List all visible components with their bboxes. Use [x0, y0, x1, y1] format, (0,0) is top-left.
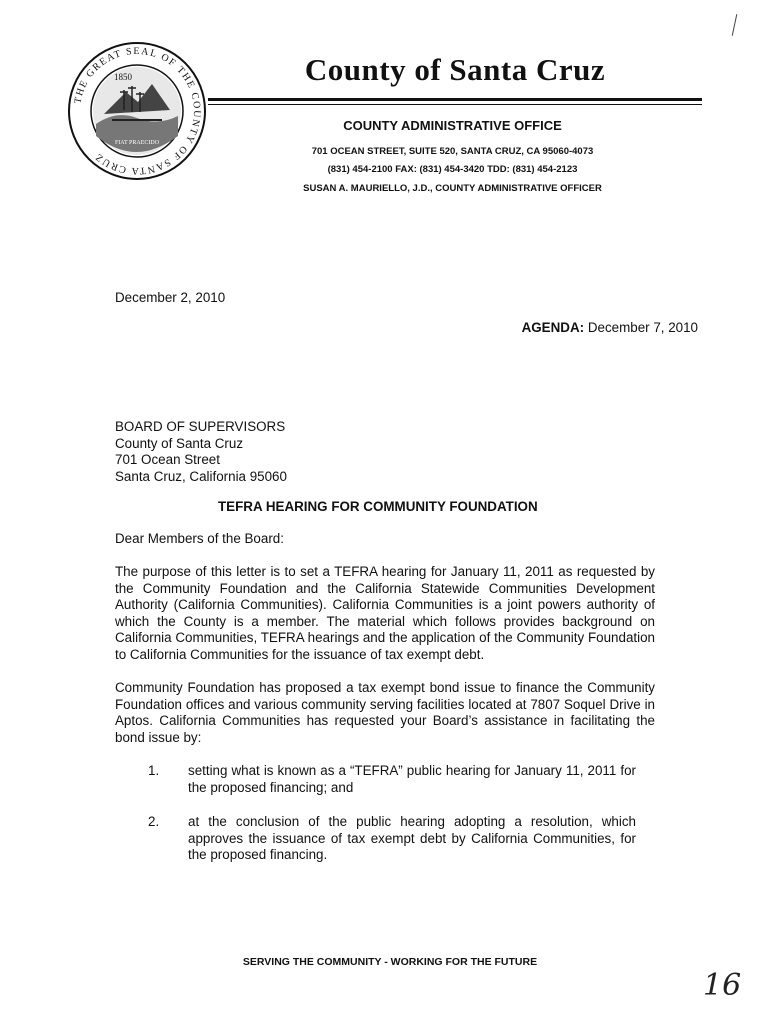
footer-motto: SERVING THE COMMUNITY - WORKING FOR THE FUTURE	[242, 956, 538, 968]
header-rule-thick	[208, 98, 702, 101]
office-name: COUNTY ADMINISTRATIVE OFFICE	[343, 118, 562, 133]
addressee-line: 701 Ocean Street	[115, 452, 220, 467]
agenda-date: December 7, 2010	[587, 320, 698, 335]
seal-motto: FIAT PRAECIDO	[114, 140, 160, 146]
addressee-line: BOARD OF SUPERVISORS	[115, 419, 286, 434]
office-phone-fax: (831) 454-2100 FAX: (831) 454-3420 TDD: (831) 454-2123	[327, 164, 578, 175]
agenda-label: AGENDA:	[521, 320, 585, 335]
county-seal-logo	[66, 40, 208, 182]
office-address: 701 OCEAN STREET, SUITE 520, SANTA CRUZ, CA 95060-4073	[311, 146, 594, 157]
addressee-block	[115, 419, 287, 485]
salutation: Dear Members of the Board:	[115, 531, 284, 546]
letter-date: December 2, 2010	[115, 290, 226, 305]
administrative-officer: SUSAN A. MAURIELLO, J.D., COUNTY ADMINISTRATIVE OFFICER	[303, 183, 602, 194]
seal-ring-text: THE GREAT SEAL OF THE COUNTY OF SANTA CRUZ	[72, 45, 203, 177]
subject-heading: TEFRA HEARING FOR COMMUNITY FOUNDATION	[218, 499, 538, 514]
agenda-line	[522, 320, 698, 337]
paragraph-purpose: The purpose of this letter is to set a TEFRA hearing for January 11, 2011 as requested by the Community Foundation and the California Statewide Communities Development Authority (California Communities). California Communities is a joint powers authority of which the County is a member. The material which follows provides background on California Communities, TEFRA hearings and the application of the Community Foundation to California Communities for the issuance of tax exempt debt.	[115, 564, 655, 662]
handwritten-page-mark: 16	[703, 968, 742, 1003]
list-text: at the conclusion of the public hearing adopting a resolution, which approves the issuance of tax exempt debt by California Communities, for the proposed financing.	[188, 814, 636, 863]
list-number: 1.	[148, 763, 160, 778]
paragraph-bond-issue: Community Foundation has proposed a tax exempt bond issue to finance the Community Foundation offices and various community serving facilities located at 7807 Soquel Drive in Aptos. California Communities has requested your Board’s assistance in facilitating the bond issue by:	[115, 680, 655, 745]
stray-pen-mark	[732, 14, 738, 36]
seal-year: 1850	[114, 72, 132, 82]
header-rule-thin	[208, 104, 702, 105]
addressee-line: Santa Cruz, California 95060	[115, 468, 287, 484]
list-text: setting what is known as a “TEFRA” public hearing for January 11, 2011 for the proposed financing; and	[188, 763, 636, 795]
list-number: 2.	[148, 814, 160, 829]
county-title: County of Santa Cruz	[304, 52, 606, 87]
addressee-line: County of Santa Cruz	[115, 435, 244, 451]
